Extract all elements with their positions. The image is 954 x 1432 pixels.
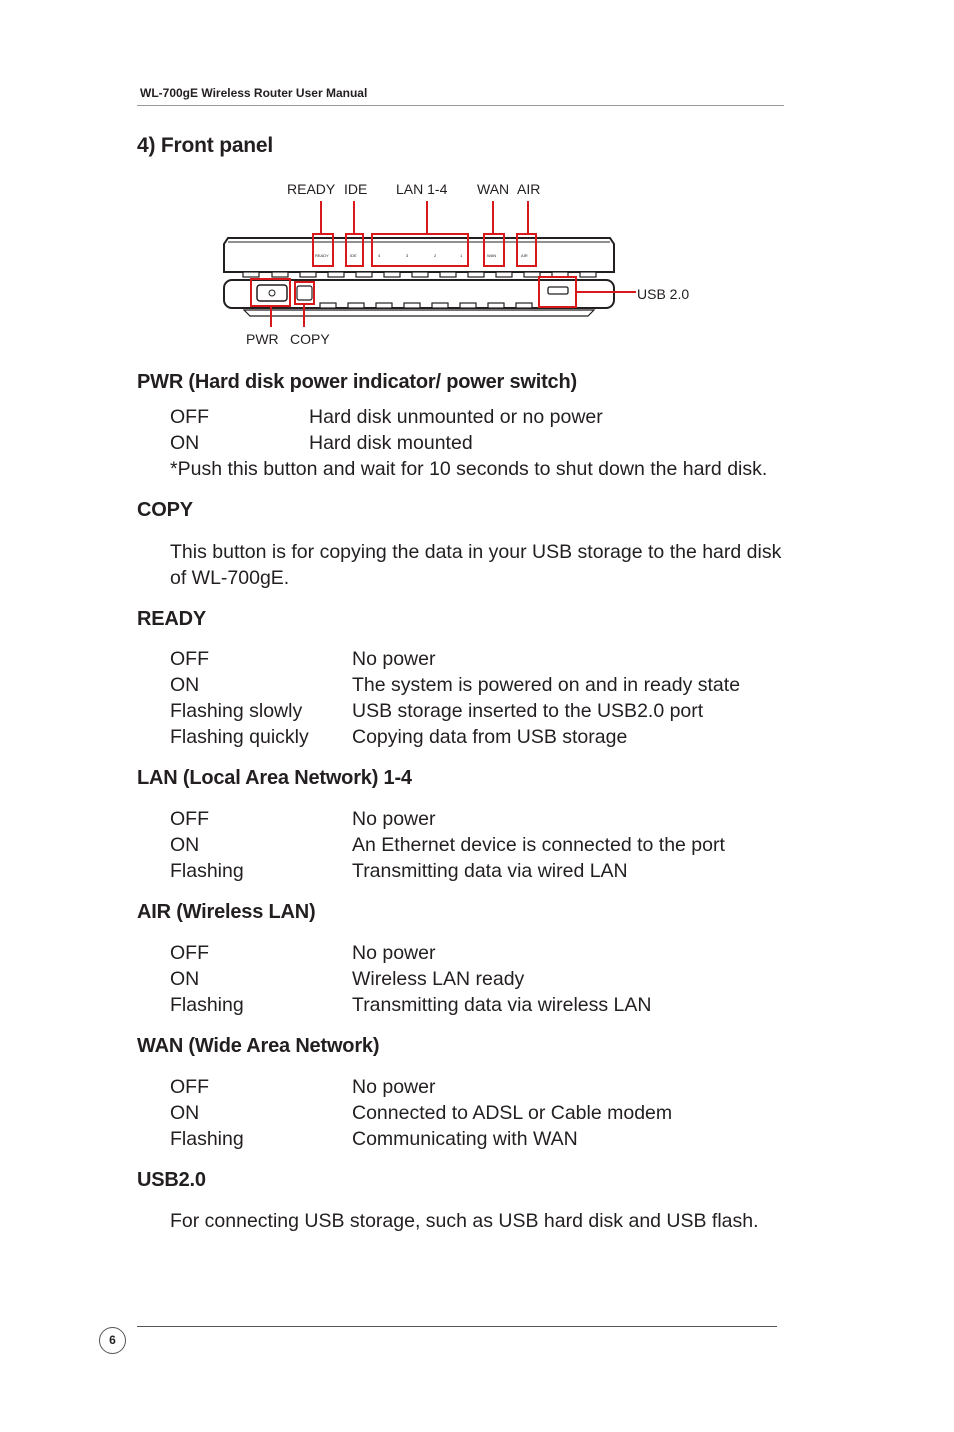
lan-state-off: OFF xyxy=(170,808,209,830)
wan-state-on: ON xyxy=(170,1102,200,1124)
ready-desc-slow: USB storage inserted to the USB2.0 port xyxy=(352,700,704,722)
led-text-lan3: 3 xyxy=(406,253,409,258)
lan-heading: LAN (Local Area Network) 1-4 xyxy=(137,767,412,789)
label-pwr: PWR xyxy=(246,331,279,347)
label-wan: WAN xyxy=(477,181,510,197)
footer-rule xyxy=(137,1326,777,1327)
ready-desc-off: No power xyxy=(352,648,436,670)
ready-desc-quick: Copying data from USB storage xyxy=(352,726,628,748)
ready-desc-on: The system is powered on and in ready state xyxy=(352,674,741,696)
air-heading: AIR (Wireless LAN) xyxy=(137,901,316,923)
wan-state-off: OFF xyxy=(170,1076,209,1098)
wan-heading: WAN (Wide Area Network) xyxy=(137,1035,380,1057)
label-ide: IDE xyxy=(344,181,368,197)
lan-state-flash: Flashing xyxy=(170,860,244,882)
wan-desc-flash: Communicating with WAN xyxy=(352,1128,578,1150)
label-air: AIR xyxy=(517,181,541,197)
air-desc-on: Wireless LAN ready xyxy=(352,968,525,990)
led-text-ide: IDE xyxy=(350,253,357,258)
pwr-desc-on: Hard disk mounted xyxy=(309,432,473,454)
led-text-air: AIR xyxy=(521,253,528,258)
ready-state-off: OFF xyxy=(170,648,209,670)
page-number: 6 xyxy=(99,1327,126,1354)
wan-state-flash: Flashing xyxy=(170,1128,244,1150)
air-desc-off: No power xyxy=(352,942,436,964)
air-state-on: ON xyxy=(170,968,200,990)
section-title: 4) Front panel xyxy=(137,134,274,157)
label-copy: COPY xyxy=(290,331,330,347)
copy-heading: COPY xyxy=(137,499,193,521)
pwr-heading: PWR (Hard disk power indicator/ power switch) xyxy=(137,371,577,393)
label-ready: READY xyxy=(287,181,336,197)
pwr-desc-off: Hard disk unmounted or no power xyxy=(309,406,603,428)
ready-state-on: ON xyxy=(170,674,200,696)
usb-heading: USB2.0 xyxy=(137,1169,206,1191)
label-lan: LAN 1-4 xyxy=(396,181,448,197)
lan-desc-off: No power xyxy=(352,808,436,830)
copy-button xyxy=(297,286,312,300)
usb-text: For connecting USB storage, such as USB hard disk and USB flash. xyxy=(170,1210,759,1232)
led-text-lan1: 1 xyxy=(460,253,463,258)
usb-port xyxy=(548,287,568,294)
ready-state-quick: Flashing quickly xyxy=(170,726,309,748)
front-panel-diagram xyxy=(0,0,954,380)
label-usb: USB 2.0 xyxy=(637,286,690,302)
pwr-note: *Push this button and wait for 10 seconds to shut down the hard disk. xyxy=(170,458,768,480)
air-state-flash: Flashing xyxy=(170,994,244,1016)
pwr-state-on: ON xyxy=(170,432,200,454)
air-state-off: OFF xyxy=(170,942,209,964)
running-header: WL-700gE Wireless Router User Manual xyxy=(140,86,368,100)
air-desc-flash: Transmitting data via wireless LAN xyxy=(352,994,652,1016)
lan-desc-on: An Ethernet device is connected to the port xyxy=(352,834,725,856)
wan-desc-off: No power xyxy=(352,1076,436,1098)
ready-heading: READY xyxy=(137,608,207,630)
led-text-lan4: 4 xyxy=(378,253,381,258)
led-text-ready: READY xyxy=(315,253,329,258)
power-button xyxy=(257,285,287,301)
led-text-lan2: 2 xyxy=(434,253,437,258)
lan-desc-flash: Transmitting data via wired LAN xyxy=(352,860,628,882)
led-text-wan: WAN xyxy=(487,253,497,258)
copy-text: This button is for copying the data in your USB storage to the hard disk of WL-700gE. xyxy=(170,541,782,589)
wan-desc-on: Connected to ADSL or Cable modem xyxy=(352,1102,673,1124)
lan-state-on: ON xyxy=(170,834,200,856)
pwr-state-off: OFF xyxy=(170,406,209,428)
ready-state-slow: Flashing slowly xyxy=(170,700,303,722)
